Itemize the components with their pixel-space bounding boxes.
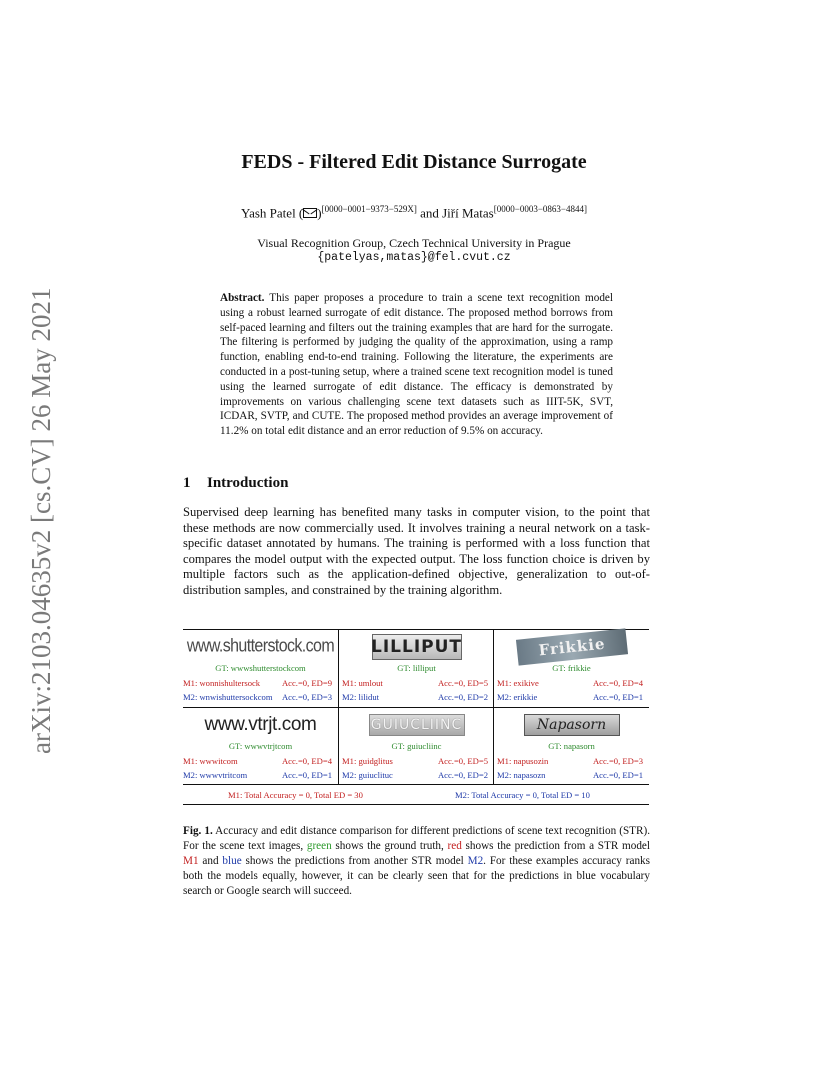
scene-text-image-word: LILLIPUT [372,634,462,660]
m1-metrics: Acc.=0, ED=9 [281,678,332,688]
arxiv-identifier: arXiv:2103.04635v2 [cs.CV] 26 May 2021 [26,287,56,754]
ground-truth-label: GT: napasorn [548,741,595,751]
author-1-orcid[interactable]: [0000−0001−9373−529X] [321,204,417,214]
m2-prediction: M2: erikkie [497,692,538,702]
scene-text-image [494,634,649,660]
m1-metrics: Acc.=0, ED=5 [437,678,488,688]
figure-cell-shutterstock [183,630,338,707]
m1-metrics: Acc.=0, ED=3 [592,756,643,766]
m1-metrics: Acc.=0, ED=5 [437,756,488,766]
figure-1 [183,629,649,805]
m2-prediction: M2: lilidut [342,692,380,702]
author-line [0,204,828,221]
scene-text-image-word: www.vtrjt.com [204,714,317,735]
section-heading [183,475,288,492]
m2-prediction: M2: wnwishuttersockcom [183,692,273,702]
author-2-name: and Jiří Matas [416,205,494,221]
caption-red-word: red [447,840,462,852]
m1-prediction: M1: wonnishultersock [183,678,261,688]
ground-truth-label: GT: wwwvtrjtcom [228,741,293,751]
ground-truth-label: GT: wwwshutterstockcom [215,663,306,673]
caption-label: Fig. 1. [183,825,213,837]
affiliation: Visual Recognition Group, Czech Technical University in Prague [257,236,571,250]
abstract-label: Abstract. [220,292,265,304]
figure-cell-lilliput [339,630,494,707]
scene-text-image-word: Napasorn [524,714,620,736]
caption-m1-label: M1 [183,855,199,867]
scene-text-image-word: www.shutterstock.com [186,636,335,657]
m1-metrics: Acc.=0, ED=4 [281,756,332,766]
ground-truth-label: GT: frikkie [552,663,591,673]
m2-metrics: Acc.=0, ED=2 [437,692,488,702]
m1-prediction: M1: napusozin [497,756,549,766]
author-1-paren: ) [317,205,322,221]
m1-metrics: Acc.=0, ED=4 [592,678,643,688]
figure-cell-frikkie [494,630,649,707]
caption-green-word: green [306,840,332,852]
m2-prediction: M2: wwwvtritcom [183,770,248,780]
figure-cell-vtrjt [183,708,338,785]
m2-metrics: Acc.=0, ED=1 [281,770,332,780]
caption-m2-label: M2 [467,855,484,867]
m1-prediction: M1: exikive [497,678,539,688]
scene-text-image [494,712,649,738]
m1-prediction: M1: umlout [342,678,383,688]
scene-text-image [183,634,338,660]
m2-metrics: Acc.=0, ED=2 [437,770,488,780]
arxiv-side-stamp-svg [22,280,62,760]
m2-prediction: M2: guiuclituc [342,770,393,780]
figure-caption [183,824,650,899]
figure-cell-napasorn [494,708,649,785]
caption-text: . For these examples accuracy ranks both the models equally, however, it can be clearly seen that for the predictions in blue vocabulary search or Google search will succeed. [183,855,650,897]
section-title: Introduction [207,475,289,491]
figure-cell-guiucliinc [339,708,494,785]
section-number: 1 [183,475,191,491]
scene-text-image-word: Frikkie [515,628,627,665]
paper-title: FEDS - Filtered Edit Distance Surrogate [241,151,587,173]
caption-text: shows the ground truth, [331,840,448,852]
m2-total-summary: M2: Total Accuracy = 0, Total ED = 10 [455,790,590,800]
m1-prediction: M1: guidglitus [342,756,393,766]
intro-paragraph: Supervised deep learning has benefited many tasks in computer vision, to the point that these methods are now commercially used. It involves training a neural network on a task-specific dataset annotated by humans. The training is performed with a loss function that compares the model output with the expected output. The loss function choice is driven by multiple factors such as the application-defined objective, generalization to out-of-distribution samples, and constrained by the training algorithm. [183,505,650,597]
scene-text-image [183,712,338,738]
author-1-name: Yash Patel ( [241,205,304,221]
caption-text: and [198,855,223,867]
m1-total-summary: M1: Total Accuracy = 0, Total ED = 30 [228,790,363,800]
scene-text-image [339,712,494,738]
scene-text-image [339,634,494,660]
envelope-icon[interactable] [303,208,317,218]
scene-text-image-word: GUIUCLIINC [369,714,465,736]
m1-prediction: M1: wwwitcom [183,756,238,766]
abstract [220,291,613,439]
author-email[interactable]: {patelyas,matas}@fel.cvut.cz [317,251,511,264]
caption-blue-word: blue [222,855,242,867]
m2-prediction: M2: napasozn [497,770,546,780]
m2-metrics: Acc.=0, ED=3 [281,692,332,702]
abstract-text: This paper proposes a procedure to train a scene text recognition model using a robust learned surrogate of edit distance. The proposed method borrows from self-paced learning and filters out the training examples that are hard for the surrogate. The filtering is performed by judging the quality of the approximation, using a ramp function, enabling end-to-end training. Following the literature, the experiments are conducted in a post-tuning setup, where a trained scene text recognition model is tuned using the learned surrogate of edit distance. The efficacy is demonstrated by improvements on various challenging scene text datasets such as IIIT-5K, SVT, ICDAR, SVTP, and CUTE. The proposed method provides an average improvement of 11.2% on total edit distance and an error reduction of 9.5% on accuracy. [220,292,613,438]
arxiv-side-stamp [22,280,62,760]
m2-metrics: Acc.=0, ED=1 [592,692,643,702]
caption-text: shows the predictions from another STR model [241,855,468,867]
caption-text: shows the prediction from a STR model [461,840,650,852]
author-2-orcid[interactable]: [0000−0003−0863−4844] [493,204,587,214]
m2-metrics: Acc.=0, ED=1 [592,770,643,780]
caption-text: Accuracy and edit distance comparison for different predictions of scene text recognition (STR). For the scene text images, [183,825,650,852]
ground-truth-label: GT: lilliput [397,663,436,673]
ground-truth-label: GT: guiucliinc [391,741,442,751]
